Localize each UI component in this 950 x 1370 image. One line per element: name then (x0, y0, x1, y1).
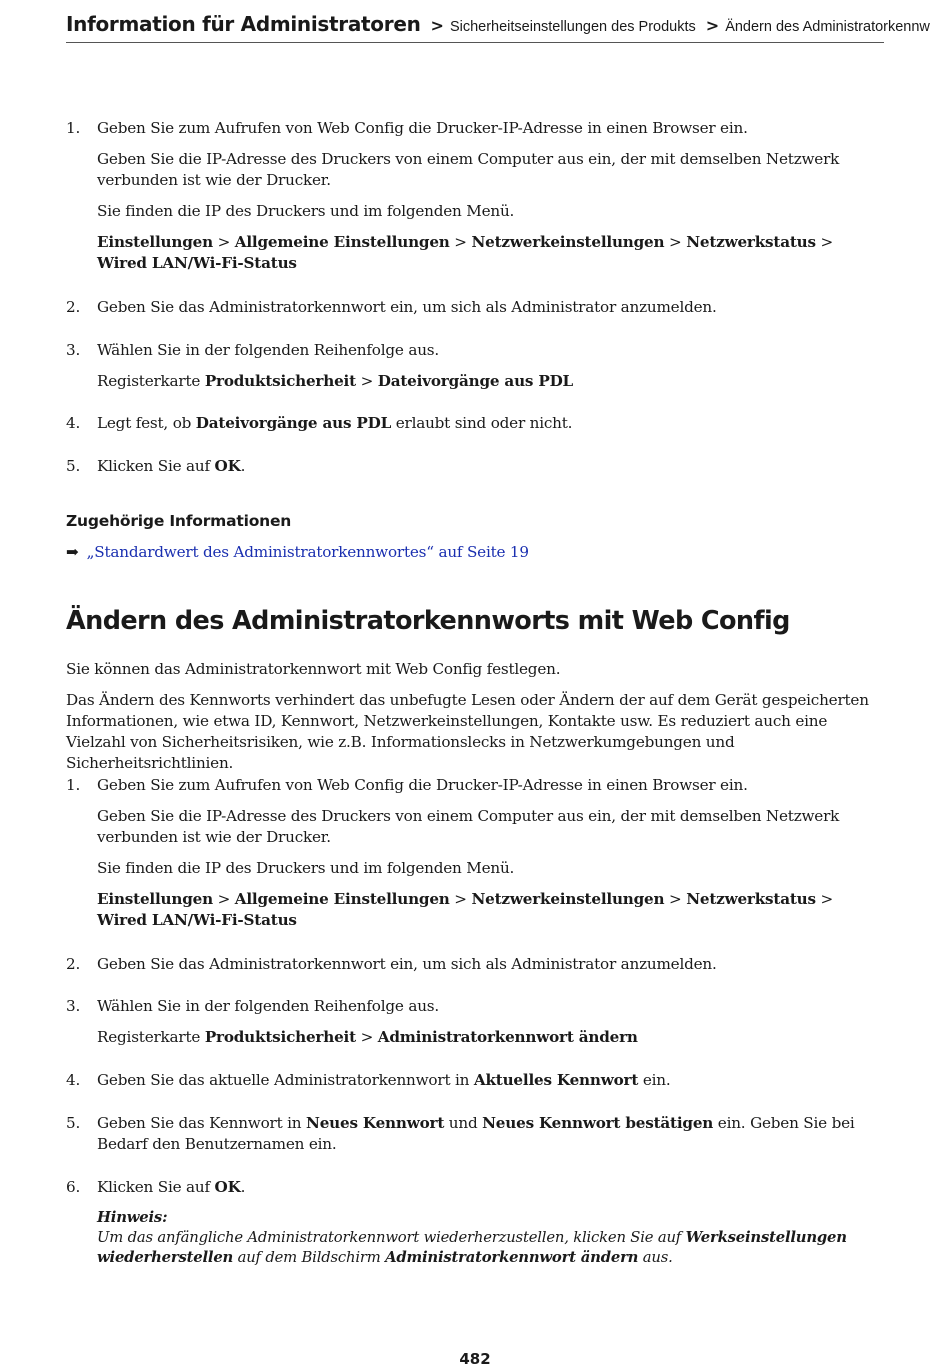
step-text: Sie finden die IP des Druckers und im folgenden Menü. (97, 859, 515, 877)
list-item (66, 1070, 884, 1091)
note-title: Hinweis: (97, 1209, 168, 1226)
step-text: Legt fest, ob Dateivorgänge aus PDL erlaubt sind oder nicht. (97, 414, 573, 432)
breadcrumb-topic: Ändern des Administratorkennw (725, 19, 930, 35)
note-box (97, 1208, 884, 1268)
list-item (66, 118, 884, 274)
page-number: 482 (459, 1350, 491, 1368)
step-number: 1. (66, 776, 81, 794)
step-text: Geben Sie zum Aufrufen von Web Config die Drucker-IP-Adresse in einen Browser ein. (97, 776, 748, 794)
step-text: Sie finden die IP des Druckers und im folgenden Menü. (97, 202, 515, 220)
breadcrumb-chapter: Information für Administratoren (66, 12, 421, 36)
arrow-right-icon: ➡ (66, 543, 79, 561)
note-text: Um das anfängliche Administratorkennwort wiederherzustellen, klicken Sie auf Werkseinstellungen wiederherstellen auf dem Bildschirm Administratorkennwort ändern aus. (97, 1229, 847, 1266)
step-text: Geben Sie zum Aufrufen von Web Config die Drucker-IP-Adresse in einen Browser ein. (97, 119, 748, 137)
step-text: Klicken Sie auf OK. (97, 457, 246, 475)
list-item (66, 996, 884, 1048)
step-number: 3. (66, 997, 81, 1015)
step-text: Geben Sie die IP-Adresse des Druckers von einem Computer aus ein, der mit demselben Netzwerk verbunden ist wie der Drucker. (97, 807, 840, 846)
step-number: 1. (66, 119, 81, 137)
menu-path: Registerkarte Produktsicherheit > Administratorkennwort ändern (97, 1028, 638, 1046)
menu-path: Registerkarte Produktsicherheit > Dateivorgänge aus PDL (97, 372, 574, 390)
list-item (66, 1177, 884, 1268)
intro-paragraph: Das Ändern des Kennworts verhindert das unbefugte Lesen oder Ändern der auf dem Gerät gespeicherten Informationen, wie etwa ID, Kennwort, Netzwerkeinstellungen, Kontakte usw. Es reduziert auch eine Vielzahl von Sicherheitsrisiken, wie z.B. Informationslecks in Netzwerkumgebungen und Sicherheitsrichtlinien. (66, 691, 869, 772)
list-item (66, 340, 884, 392)
step-text: Geben Sie die IP-Adresse des Druckers von einem Computer aus ein, der mit demselben Netzwerk verbunden ist wie der Drucker. (97, 150, 840, 189)
step-text: Wählen Sie in der folgenden Reihenfolge aus. (97, 341, 440, 359)
step-text: Geben Sie das Administratorkennwort ein, um sich als Administrator anzumelden. (97, 955, 717, 973)
menu-path: Einstellungen > Allgemeine Einstellungen > Netzwerkeinstellungen > Netzwerkstatus > Wired LAN/Wi-Fi-Status (97, 890, 834, 929)
step-text: Wählen Sie in der folgenden Reihenfolge aus. (97, 997, 440, 1015)
step-text: Geben Sie das Administratorkennwort ein, um sich als Administrator anzumelden. (97, 298, 717, 316)
section-heading: Ändern des Administratorkennworts mit Web Config (66, 606, 790, 636)
step-text: Geben Sie das Kennwort in Neues Kennwort und Neues Kennwort bestätigen ein. Geben Sie bei Bedarf den Benutzernamen ein. (97, 1114, 855, 1153)
step-number: 4. (66, 1071, 81, 1089)
related-link-row[interactable] (66, 543, 529, 561)
step-number: 6. (66, 1178, 81, 1196)
breadcrumb-separator: > (705, 16, 720, 35)
step-number: 3. (66, 341, 81, 359)
step-number: 2. (66, 955, 81, 973)
menu-path: Einstellungen > Allgemeine Einstellungen > Netzwerkeinstellungen > Netzwerkstatus > Wired LAN/Wi-Fi-Status (97, 233, 834, 272)
step-text: Geben Sie das aktuelle Administratorkennwort in Aktuelles Kennwort ein. (97, 1071, 671, 1089)
breadcrumb-section: Sicherheitseinstellungen des Produkts (449, 19, 696, 35)
step-number: 4. (66, 414, 81, 432)
intro-paragraph: Sie können das Administratorkennwort mit Web Config festlegen. (66, 660, 561, 678)
breadcrumb-separator: > (430, 16, 444, 35)
breadcrumb (66, 12, 930, 43)
related-info-heading: Zugehörige Informationen (66, 512, 292, 530)
related-link[interactable]: „Standardwert des Administratorkennwortes“ auf Seite 19 (86, 543, 529, 561)
list-item (66, 1113, 884, 1155)
list-item (66, 456, 884, 477)
step-number: 5. (66, 1114, 81, 1132)
step-text: Klicken Sie auf OK. (97, 1178, 246, 1196)
step-number: 2. (66, 298, 81, 316)
list-item (66, 775, 884, 931)
list-item (66, 413, 884, 434)
list-item (66, 954, 884, 975)
step-number: 5. (66, 457, 81, 475)
list-item (66, 297, 884, 318)
